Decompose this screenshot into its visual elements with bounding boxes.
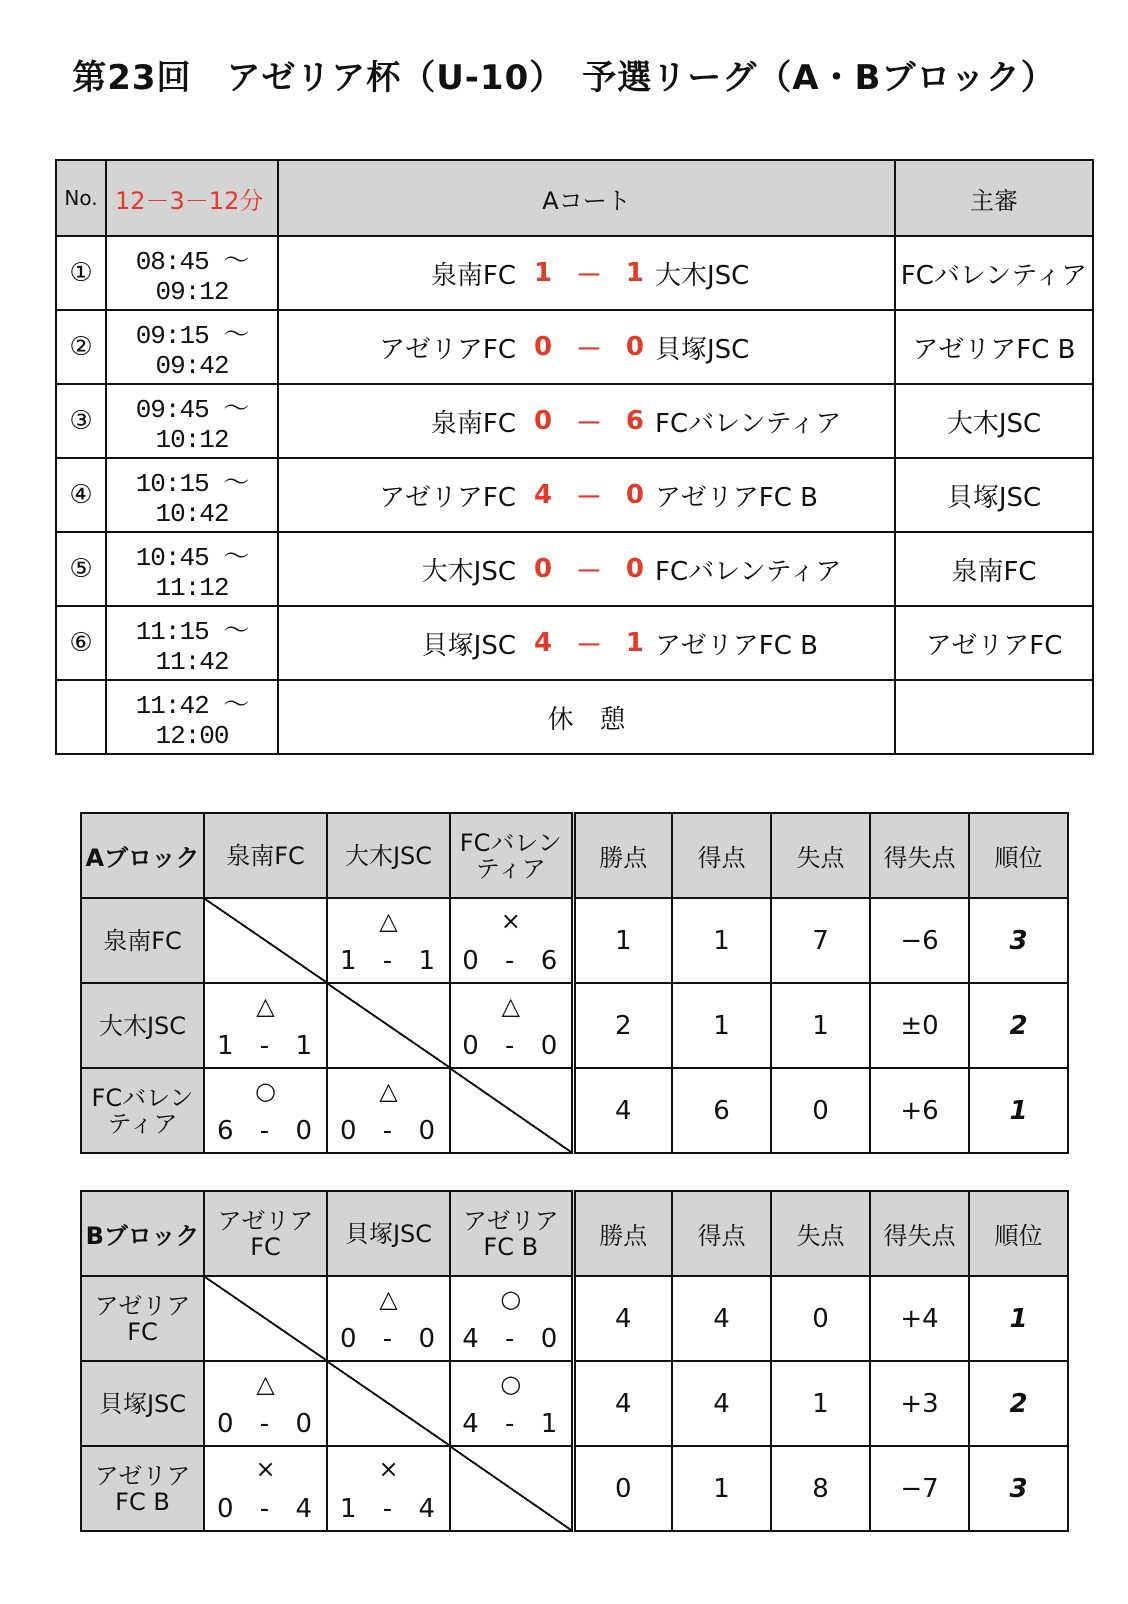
result-cell xyxy=(204,1068,327,1153)
break-time: 11:42 ～ 12:00 xyxy=(106,680,278,754)
stat-header: 順位 xyxy=(969,813,1068,898)
block-a-standings-table xyxy=(80,812,1069,1154)
result-mark: × xyxy=(255,1455,276,1483)
score-dash: － xyxy=(575,482,602,513)
result-mark: △ xyxy=(501,992,520,1020)
stat-header: 勝点 xyxy=(573,1191,672,1276)
standings-row xyxy=(81,1276,1068,1361)
result-mark: △ xyxy=(379,907,398,935)
goal-difference: −6 xyxy=(870,898,969,983)
goals-for: 4 xyxy=(672,1276,771,1361)
result-score: 0 - 0 xyxy=(340,1324,437,1354)
away-score: 0 xyxy=(625,480,644,510)
points: 4 xyxy=(573,1276,672,1361)
referee: 貝塚JSC xyxy=(895,458,1093,532)
points: 1 xyxy=(573,898,672,983)
stat-header: 得点 xyxy=(672,813,771,898)
match-score xyxy=(534,237,644,309)
stat-header: 失点 xyxy=(771,813,870,898)
match-score xyxy=(534,311,644,383)
result-mark: ○ xyxy=(255,1077,276,1105)
standings-row xyxy=(81,1361,1068,1446)
rank: 2 xyxy=(969,1361,1068,1446)
match-score xyxy=(534,385,644,457)
result-mark: ○ xyxy=(500,1370,522,1398)
match-cell xyxy=(278,532,895,606)
opponent-header-line: 貝塚JSC xyxy=(344,1219,433,1248)
schedule-header-row xyxy=(56,160,1093,236)
score-dash: － xyxy=(575,408,602,439)
team-name-line: アゼリア xyxy=(94,1461,191,1490)
goals-for: 1 xyxy=(672,898,771,983)
result-score: 4 - 1 xyxy=(462,1409,560,1439)
home-score: 4 xyxy=(534,480,553,510)
points: 2 xyxy=(573,983,672,1068)
result-score: 6 - 0 xyxy=(217,1116,314,1146)
away-score: 0 xyxy=(625,332,644,362)
team-name-line: 泉南FC xyxy=(103,926,182,955)
goal-difference: +3 xyxy=(870,1361,969,1446)
standings-row xyxy=(81,983,1068,1068)
referee: アゼリアFC B xyxy=(895,310,1093,384)
result-score: 0 - 4 xyxy=(217,1494,314,1524)
match-number: ⑥ xyxy=(56,606,106,680)
break-label: 休 憩 xyxy=(278,680,895,754)
result-cell xyxy=(327,1446,450,1531)
opponent-header-line: アゼリア xyxy=(217,1206,314,1235)
header-format: 12－3－12分 xyxy=(106,160,278,236)
block-label: Bブロック xyxy=(81,1191,204,1276)
away-team: 大木JSC xyxy=(655,260,750,291)
self-match-cell xyxy=(204,1276,327,1361)
match-cell xyxy=(278,458,895,532)
match-cell xyxy=(278,606,895,680)
standings-header-row xyxy=(81,1191,1068,1276)
goal-difference: +4 xyxy=(870,1276,969,1361)
result-mark: △ xyxy=(379,1285,398,1313)
referee: 大木JSC xyxy=(895,384,1093,458)
goals-for: 1 xyxy=(672,1446,771,1531)
schedule-row xyxy=(56,458,1093,532)
match-time: 10:15 ～ 10:42 xyxy=(106,458,278,532)
points: 0 xyxy=(573,1446,672,1531)
goal-difference: +6 xyxy=(870,1068,969,1153)
home-team: 泉南FC xyxy=(430,260,516,291)
team-name xyxy=(81,983,204,1068)
result-cell xyxy=(450,898,573,983)
away-score: 1 xyxy=(625,628,644,658)
block-label: Aブロック xyxy=(81,813,204,898)
score-dash: － xyxy=(575,260,602,291)
header-no: No. xyxy=(56,160,106,236)
result-mark: ○ xyxy=(500,1285,522,1313)
stat-header: 失点 xyxy=(771,1191,870,1276)
result-score: 1 - 1 xyxy=(340,946,437,976)
result-mark: × xyxy=(378,1455,399,1483)
break-number xyxy=(56,680,106,754)
rank: 3 xyxy=(969,1446,1068,1531)
self-match-cell xyxy=(450,1068,573,1153)
away-team: FCバレンティア xyxy=(655,556,842,587)
rank: 1 xyxy=(969,1068,1068,1153)
opponent-header-line: アゼリア xyxy=(462,1206,559,1235)
home-team: アゼリアFC xyxy=(379,334,516,365)
away-team: アゼリアFC B xyxy=(655,482,818,513)
match-number: ③ xyxy=(56,384,106,458)
home-score: 0 xyxy=(534,332,553,362)
goals-for: 1 xyxy=(672,983,771,1068)
team-name-line: ティア xyxy=(107,1109,178,1138)
result-mark: × xyxy=(500,907,521,935)
goal-difference: −7 xyxy=(870,1446,969,1531)
standings-row xyxy=(81,898,1068,983)
result-mark: △ xyxy=(256,992,275,1020)
stat-header: 得点 xyxy=(672,1191,771,1276)
rank: 1 xyxy=(969,1276,1068,1361)
home-team: 大木JSC xyxy=(421,556,516,587)
away-score: 1 xyxy=(625,258,644,288)
goals-against: 1 xyxy=(771,1361,870,1446)
referee: FCバレンティア xyxy=(895,236,1093,310)
schedule-row xyxy=(56,310,1093,384)
opponent-header-line: 泉南FC xyxy=(226,841,305,870)
match-number: ① xyxy=(56,236,106,310)
team-name-line: 貝塚JSC xyxy=(98,1389,187,1418)
match-score xyxy=(534,533,644,605)
result-cell xyxy=(450,983,573,1068)
result-score: 0 - 0 xyxy=(217,1409,314,1439)
home-score: 0 xyxy=(534,554,553,584)
goals-against: 7 xyxy=(771,898,870,983)
points: 4 xyxy=(573,1068,672,1153)
result-cell xyxy=(204,1361,327,1446)
goals-for: 4 xyxy=(672,1361,771,1446)
stat-header: 得失点 xyxy=(870,1191,969,1276)
schedule-break-row xyxy=(56,680,1093,754)
rank: 2 xyxy=(969,983,1068,1068)
opponent-header-line: FCバレン xyxy=(459,828,562,857)
page-title: 第23回 アゼリア杯（U-10） 予選リーグ（A・Bブロック） xyxy=(72,58,1056,98)
match-number: ④ xyxy=(56,458,106,532)
match-number: ② xyxy=(56,310,106,384)
goal-difference: ±0 xyxy=(870,983,969,1068)
score-dash: － xyxy=(575,556,602,587)
match-time: 11:15 ～ 11:42 xyxy=(106,606,278,680)
team-name xyxy=(81,1068,204,1153)
home-team: 貝塚JSC xyxy=(421,630,516,661)
team-name xyxy=(81,898,204,983)
goals-against: 1 xyxy=(771,983,870,1068)
header-court: Aコート xyxy=(278,160,895,236)
away-score: 0 xyxy=(625,554,644,584)
header-referee: 主審 xyxy=(895,160,1093,236)
team-name-line: 大木JSC xyxy=(98,1011,187,1040)
self-match-cell xyxy=(450,1446,573,1531)
schedule-row xyxy=(56,532,1093,606)
goals-against: 0 xyxy=(771,1276,870,1361)
goals-against: 0 xyxy=(771,1068,870,1153)
standings-header-row xyxy=(81,813,1068,898)
match-time: 09:45 ～ 10:12 xyxy=(106,384,278,458)
goals-for: 6 xyxy=(672,1068,771,1153)
opponent-header-line: FC B xyxy=(483,1232,539,1261)
result-cell xyxy=(327,1068,450,1153)
self-match-cell xyxy=(327,1361,450,1446)
match-cell xyxy=(278,236,895,310)
rank: 3 xyxy=(969,898,1068,983)
referee: アゼリアFC xyxy=(895,606,1093,680)
team-name-line: アゼリア xyxy=(94,1291,191,1320)
opponent-header xyxy=(327,1191,450,1276)
result-cell xyxy=(327,898,450,983)
stat-header: 順位 xyxy=(969,1191,1068,1276)
schedule-row xyxy=(56,384,1093,458)
result-cell xyxy=(204,1446,327,1531)
opponent-header xyxy=(450,1191,573,1276)
home-team: アゼリアFC xyxy=(379,482,516,513)
result-mark: △ xyxy=(256,1370,275,1398)
match-score xyxy=(534,607,644,679)
team-name-line: FC B xyxy=(115,1487,170,1516)
block-b-standings-table xyxy=(80,1190,1069,1532)
result-score: 0 - 0 xyxy=(340,1116,437,1146)
team-name xyxy=(81,1446,204,1531)
home-team: 泉南FC xyxy=(430,408,516,439)
result-cell xyxy=(204,983,327,1068)
goals-against: 8 xyxy=(771,1446,870,1531)
home-score: 0 xyxy=(534,406,553,436)
match-time: 10:45 ～ 11:12 xyxy=(106,532,278,606)
result-score: 0 - 0 xyxy=(462,1031,560,1061)
result-score: 1 - 1 xyxy=(217,1031,314,1061)
match-cell xyxy=(278,310,895,384)
match-score xyxy=(534,459,644,531)
stat-header: 勝点 xyxy=(573,813,672,898)
home-score: 4 xyxy=(534,628,553,658)
opponent-header xyxy=(450,813,573,898)
result-mark: △ xyxy=(379,1077,398,1105)
match-cell xyxy=(278,384,895,458)
schedule-table xyxy=(55,159,1094,755)
standings-row xyxy=(81,1446,1068,1531)
self-match-cell xyxy=(327,983,450,1068)
away-score: 6 xyxy=(625,406,644,436)
result-cell xyxy=(450,1276,573,1361)
schedule-row xyxy=(56,236,1093,310)
schedule-row xyxy=(56,606,1093,680)
stat-header: 得失点 xyxy=(870,813,969,898)
opponent-header xyxy=(204,1191,327,1276)
team-name xyxy=(81,1276,204,1361)
opponent-header xyxy=(327,813,450,898)
home-score: 1 xyxy=(534,258,553,288)
opponent-header-line: 大木JSC xyxy=(344,841,433,870)
referee: 泉南FC xyxy=(895,532,1093,606)
team-name-line: FCバレン xyxy=(91,1083,194,1112)
points: 4 xyxy=(573,1361,672,1446)
result-score: 4 - 0 xyxy=(462,1324,560,1354)
result-cell xyxy=(450,1361,573,1446)
score-dash: － xyxy=(575,630,602,661)
away-team: FCバレンティア xyxy=(655,408,842,439)
away-team: アゼリアFC B xyxy=(655,630,818,661)
self-match-cell xyxy=(204,898,327,983)
standings-row xyxy=(81,1068,1068,1153)
team-name-line: FC xyxy=(127,1317,158,1346)
opponent-header xyxy=(204,813,327,898)
match-time: 09:15 ～ 09:42 xyxy=(106,310,278,384)
team-name xyxy=(81,1361,204,1446)
away-team: 貝塚JSC xyxy=(655,334,750,365)
break-referee xyxy=(895,680,1093,754)
match-time: 08:45 ～ 09:12 xyxy=(106,236,278,310)
match-number: ⑤ xyxy=(56,532,106,606)
opponent-header-line: ティア xyxy=(475,854,546,883)
score-dash: － xyxy=(575,334,602,365)
result-cell xyxy=(327,1276,450,1361)
opponent-header-line: FC xyxy=(250,1232,281,1261)
result-score: 0 - 6 xyxy=(462,946,560,976)
result-score: 1 - 4 xyxy=(340,1494,437,1524)
